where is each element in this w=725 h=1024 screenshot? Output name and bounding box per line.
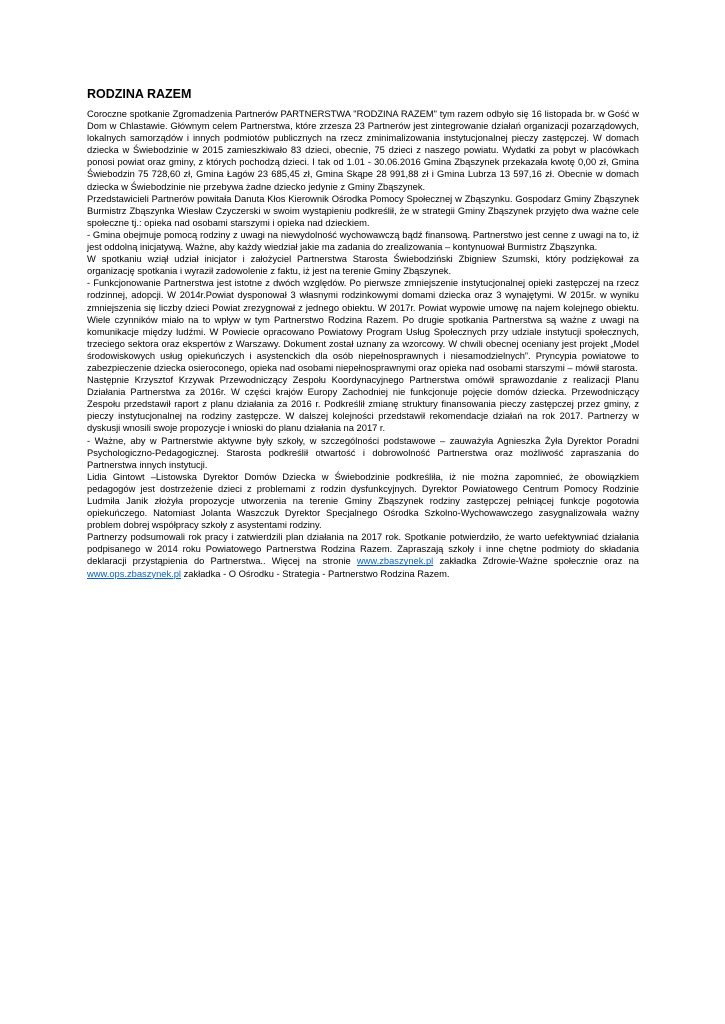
link-ops-zbaszynek[interactable]: www.ops.zbaszynek.pl: [87, 568, 181, 579]
paragraph-closing: [87, 531, 639, 579]
paragraph-starosta: W spotkaniu wziął udział inicjator i założyciel Partnerstwa Starosta Świebodziński Zbigniew Szumski, który podziękował za organizację spotkania i wyraził zadowolenie z faktu, iż jest na terenie Gminy Zbąszynek.: [87, 254, 639, 277]
closing-text-3: zakładka - O Ośrodku - Strategia - Partnerstwo Rodzina Razem.: [181, 568, 450, 579]
paragraph-directors: Lidia Gintowt –Listowska Dyrektor Domów Dziecka w Świebodzinie podkreśliła, iż nie można zapomnieć, że obowiązkiem pedagogów jest dostrzeżenie dzieci z problemami z rodzin dysfunkcyjnych. Dyrektor Powiatowego Centrum Pomocy Rodzinie Ludmiła Janik złożyła propozycje utworzenia na terenie Gminy Zbąszynek rodziny zastępczej pełniącej funkcje pogotowia opiekuńczego. Natomiast Jolanta Waszczuk Dyrektor Specjalnego Ośrodka Szkolno-Wychowawczego zasygnalizowała ważny problem dobrej współpracy szkoły z asystentami rodziny.: [87, 471, 639, 531]
paragraph-welcome: Przedstawicieli Partnerów powitała Danuta Kłos Kierownik Ośrodka Pomocy Społecznej w Zbąszynku. Gospodarz Gminy Zbąszynek Burmistrz Zbąszynka Wiesław Czyczerski w swoim wystąpieniu podkreślił, że w strategii Gminy Zbąszynek przyjęto dwa ważne cele społeczne tj.: opieka nad osobami starszymi i opieka nad dzieckiem.: [87, 193, 639, 228]
document-title: RODZINA RAZEM: [87, 87, 192, 101]
paragraph-starosta-quote: - Funkcjonowanie Partnerstwa jest istotne z dwóch względów. Po pierwsze zmniejszenie instytucjonalnej opieki zastępczej na rzecz rodzinnej, adopcji. W 2014r.Powiat dysponował 3 własnymi rodzinkowymi domami dziecka oraz 3 wynajętymi. W 2015r. w wyniku zmniejszenia się liczby dzieci Powiat zrezygnował z jednego obiektu. W 2017r. Powiat wypowie umowę na najem kolejnego obiektu. Wiele czynników miało na to wpływ w tym Partnerstwo Rodzina Razem. Po drugie spotkania Partnerstwa są ważne z uwagi na komunikacje między ludźmi. W Powiecie opracowano Powiatowy Program Usług Społecznych przy udziale instytucji społecznych, trzeciego sektora oraz ekspertów z Warszawy. Dokument został uznany za wzorcowy. W chwili obecnej oceniany jest projekt „Model środowiskowych usług opiekuńczych i asystenckich dla osób niepełnosprawnych i niesamodzielnych”. Pryncypia powiatowe to zabezpieczenie dziecka osieroconego, opieka nad osobami niepełnosprawnymi oraz opieka nad osobami starszymi – mówił starosta.: [87, 278, 639, 373]
paragraph-schools-quote: - Ważne, aby w Partnerstwie aktywne były szkoły, w szczególności podstawowe – zauważyła Agnieszka Żyła Dyrektor Poradni Psychologiczno-Pedagogicznej. Starosta podkreślił otwartość i dobrowolność Partnerstwa oraz możliwość zapraszania do Partnerstwa innych instytucji.: [87, 435, 639, 470]
paragraph-intro: Coroczne spotkanie Zgromadzenia Partnerów PARTNERSTWA "RODZINA RAZEM" tym razem odbyło się 16 listopada br. w Gość w Dom w Chlastawie. Głównym celem Partnerstwa, które zrzesza 23 Partnerów jest zintegrowanie działań organizacji pozarządowych, lokalnych samorządów i innych podmiotów publicznych na rzecz zminimalizowania instytucjonalnej pieczy zastępczej. W domach dziecka w Świebodzinie w 2015 zamieszkiwało 83 dzieci, obecnie, 75 dzieci z naszego powiatu. Wydatki za pobyt w placówkach ponosi powiat oraz gminy, z których pochodzą dzieci. I tak od 1.01 - 30.06.2016 Gmina Zbąszynek przekazała kwotę 0,00 zł, Gmina Świebodzin 75 728,60 zł, Gmina Łagów 23 685,45 zł, Gmina Skąpe 28 991,88 zł i Gmina Lubrza 13 597,16 zł. Obecnie w domach dziecka w Świebodzinie nie przebywa żadne dziecko jedynie z Gminy Zbąszynek.: [87, 109, 639, 192]
closing-text-1: Partnerzy podsumowali rok pracy i zatwierdzili plan działania na 2017 rok. Spotkanie potwierdziło, że warto uefektywniać działania podpisanego w 2014 roku Powiatowego Partnerstwa Rodzina Razem. Zapraszają szkoły i inne chętne podmioty do składania deklaracji przystąpienia do Partnerstwa.. Więcej na stronie: [87, 532, 639, 567]
link-zbaszynek[interactable]: www.zbaszynek.pl: [356, 556, 434, 567]
paragraph-mayor-quote: - Gmina obejmuje pomocą rodziny z uwagi na niewydolność wychowawczą bądź finansową. Partnerstwo jest cenne z uwagi na to, iż jest oddolną inicjatywą. Ważne, aby każdy wiedział jakie ma zadania do zrealizowania – kontynuował Burmistrz Zbąszynka.: [87, 229, 639, 253]
paragraph-report: Następnie Krzysztof Krzywak Przewodniczący Zespołu Koordynacyjnego Partnerstwa omówił sprawozdanie z realizacji Planu Działania Partnerstwa za 2016r. W części krajów Europy Zachodniej nie funkcjonuje pojęcie domów dziecka. Przewodniczący Zespołu przedstawił raport z planu działania za 2016 r. Podkreślił zmianę struktury finansowania pieczy zastępczej przez gminy, z pieczy instytucjonalnej na rodziny zastępcze. W dalszej kolejności przedstawił rekomendacje działań na rok 2017. Partnerzy w dyskusji wnosili swoje propozycje i wnioski do planu działania na 2017 r.: [87, 375, 639, 434]
closing-text-2: zakładka Zdrowie-Ważne społecznie oraz na: [433, 556, 640, 567]
document-page: [87, 87, 639, 580]
